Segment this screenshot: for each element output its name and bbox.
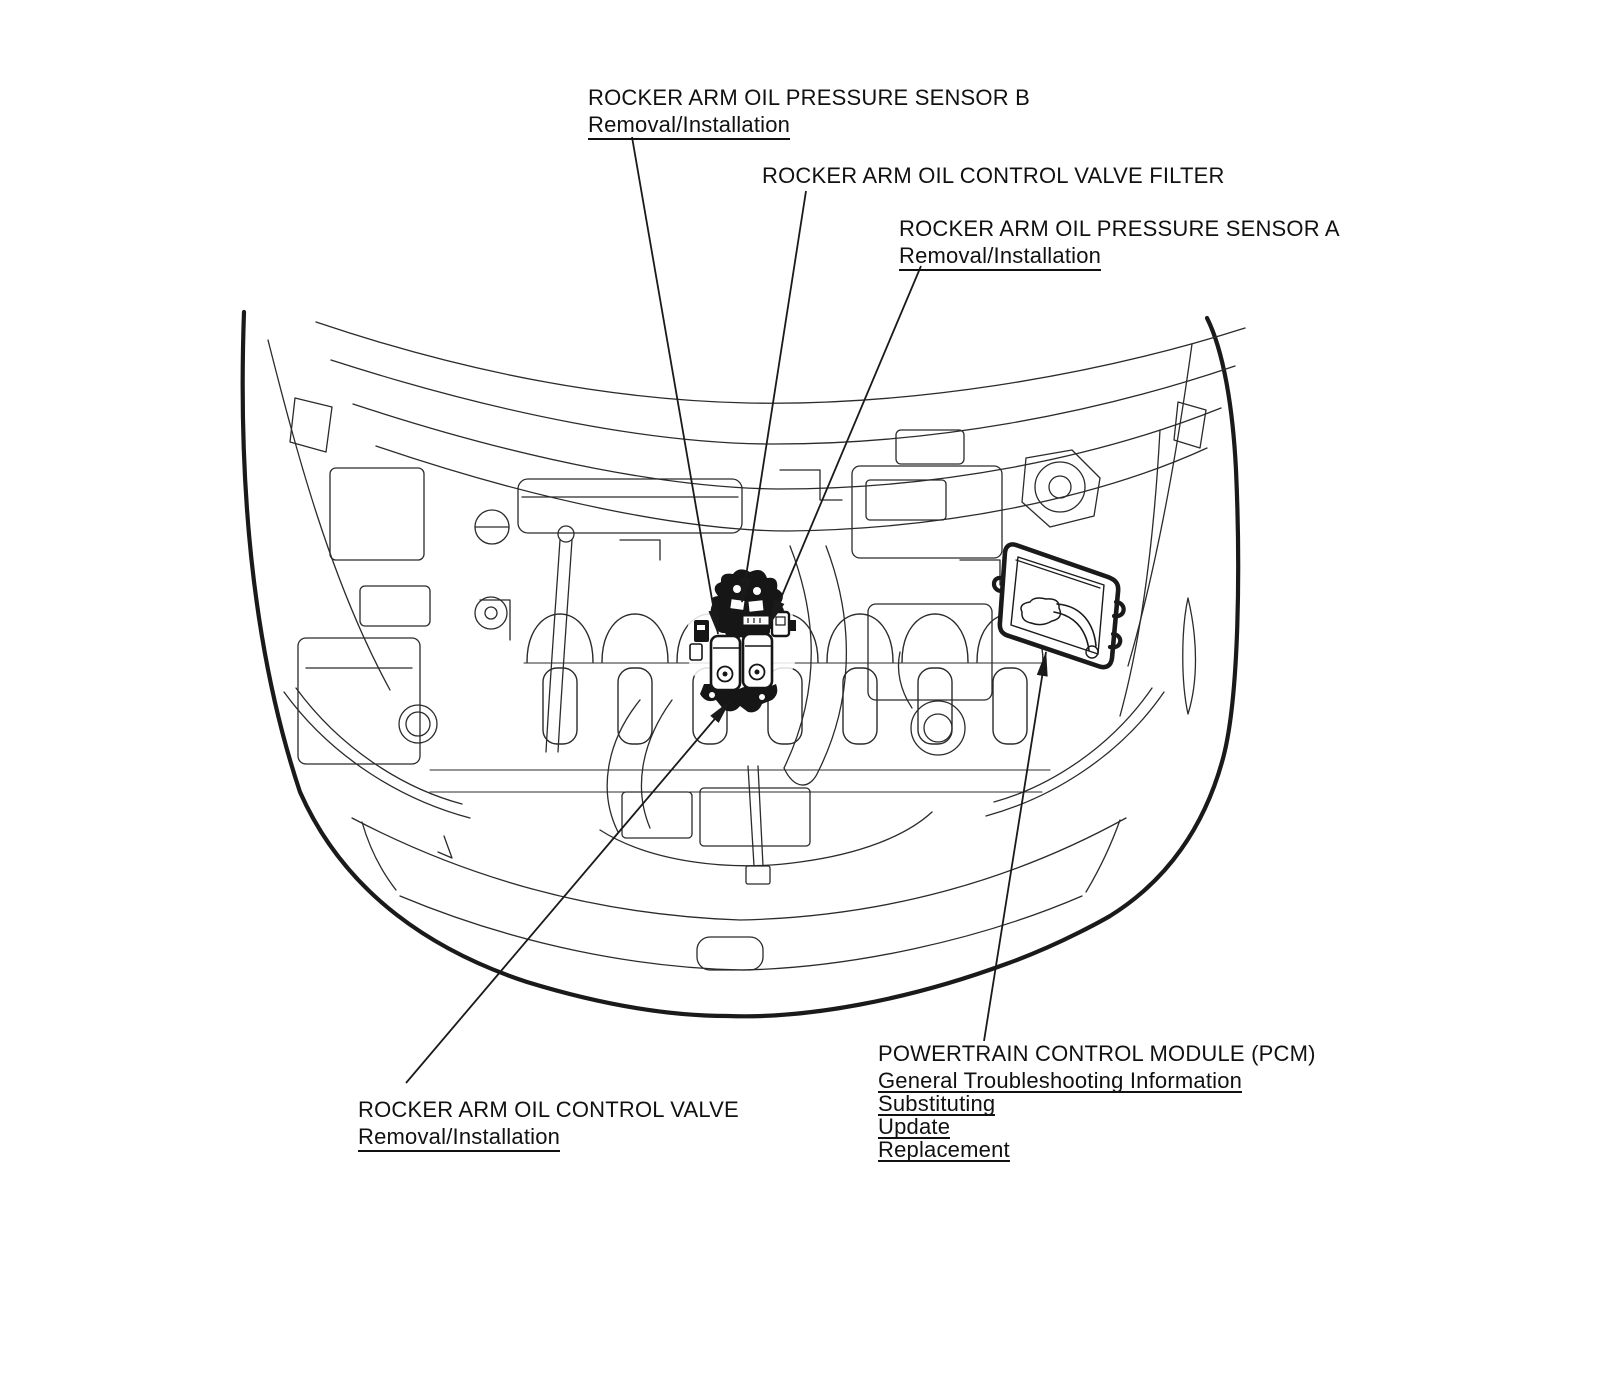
pcm-general-troubleshooting-link[interactable]: General Troubleshooting Information (878, 1068, 1243, 1093)
pcm-substituting-link[interactable]: Substituting (878, 1091, 996, 1116)
oil-cap (399, 705, 437, 743)
air-cleaner-box (518, 479, 742, 533)
washer-cap-icon (475, 597, 507, 629)
pcm-replacement-link[interactable]: Replacement (878, 1137, 1010, 1162)
leader-control-valve (406, 701, 730, 1083)
leader-valve-filter (742, 191, 806, 602)
leader-sensor-b (632, 137, 718, 634)
headlight-left (284, 692, 470, 818)
pcm-graphic (994, 544, 1124, 667)
sensor-a-title: ROCKER ARM OIL PRESSURE SENSOR A (899, 216, 1340, 241)
hood-hinge-left (290, 398, 332, 452)
pcm-title: POWERTRAIN CONTROL MODULE (PCM) (878, 1041, 1316, 1066)
control-valve-title: ROCKER ARM OIL CONTROL VALVE (358, 1097, 739, 1122)
relay-box-lower-right (868, 604, 992, 700)
fender-sliver-right (1183, 598, 1196, 714)
sensor-a-removal-installation-link[interactable]: Removal/Installation (899, 244, 1101, 271)
fuse-box-left (298, 638, 420, 764)
sensor-b-title: ROCKER ARM OIL PRESSURE SENSOR B (588, 85, 1031, 110)
sensor-b-removal-installation-link[interactable]: Removal/Installation (588, 113, 790, 140)
label-rocker-arm-oil-control-valve-filter (762, 162, 1225, 189)
washer-tank (330, 468, 424, 560)
fender-inner-right (1120, 430, 1160, 716)
cowl-top (331, 360, 1235, 444)
throttle-body (911, 701, 965, 755)
hood-hinge-right (1174, 402, 1206, 448)
rocker-arm-oil-control-valve-graphic (686, 569, 798, 712)
label-rocker-arm-oil-control-valve (358, 1096, 739, 1152)
valve-filter-title: ROCKER ARM OIL CONTROL VALVE FILTER (762, 163, 1225, 188)
headlight-right (986, 692, 1164, 816)
leader-sensor-a (770, 266, 921, 624)
hood-rear-edge (316, 322, 1245, 403)
label-rocker-arm-oil-pressure-sensor-b (588, 84, 1030, 140)
dipstick (546, 540, 560, 752)
bumper-lower-line (400, 896, 1082, 970)
pcm-update-link[interactable]: Update (878, 1114, 951, 1139)
label-rocker-arm-oil-pressure-sensor-a (899, 215, 1340, 271)
bumper-upper-line (352, 818, 1126, 920)
cowl-mid (353, 404, 1221, 489)
hood-edge-right (1128, 344, 1192, 666)
label-powertrain-control-module (878, 1040, 1316, 1162)
control-valve-removal-installation-link[interactable]: Removal/Installation (358, 1125, 560, 1152)
emblem (697, 937, 763, 970)
